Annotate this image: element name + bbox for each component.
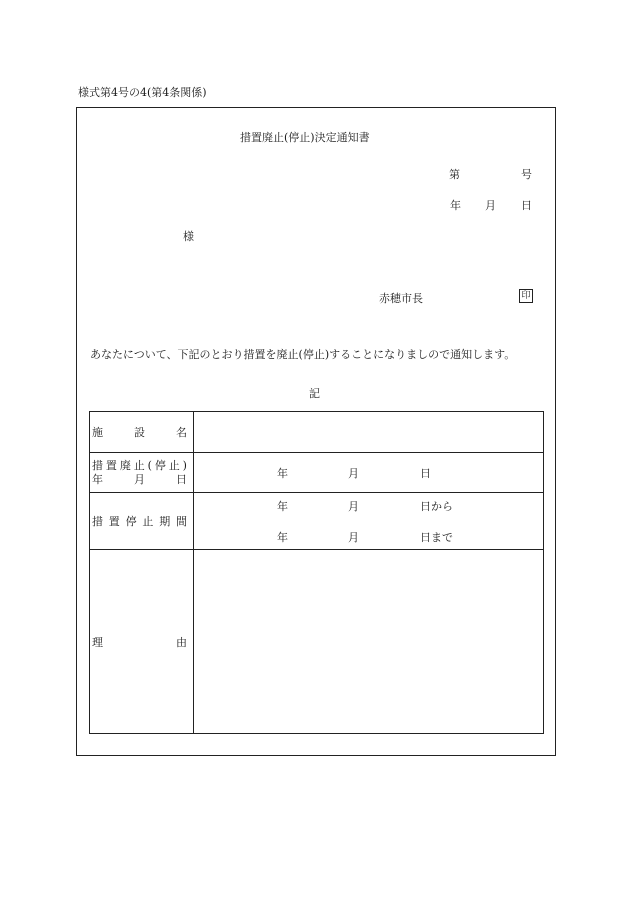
- reason-label-cell: [90, 550, 194, 734]
- abolish-label-char: 止: [133, 458, 145, 472]
- abolish-label-char: ): [182, 458, 187, 472]
- number-dai: 第: [449, 168, 460, 181]
- suspension-label-char: 措: [92, 515, 103, 528]
- notice-body: あなたについて、下記のとおり措置を廃止(停止)することになりましので通知します。: [90, 348, 516, 361]
- suspension-label-char: 止: [142, 515, 154, 528]
- abolish-label-char: 置: [105, 458, 117, 472]
- abolish-label-char: 年: [92, 472, 103, 486]
- facility-label-cell: [90, 412, 194, 453]
- abolish-date-value-cell[interactable]: [194, 453, 544, 493]
- document-title: 措置廃止(停止)決定通知書: [240, 131, 370, 144]
- abolish-year: 年: [277, 466, 288, 480]
- abolish-date-label-cell: [90, 453, 194, 493]
- facility-label-char: 名: [176, 426, 187, 439]
- suspension-label-char: 置: [108, 515, 120, 528]
- suspension-label-char: 間: [175, 515, 187, 528]
- table-row-suspension: [90, 493, 544, 550]
- number-go: 号: [521, 168, 532, 181]
- suspension-label-char: 期: [159, 515, 171, 528]
- period-end-month: 月: [348, 530, 359, 544]
- facility-label-char: 設: [134, 426, 145, 439]
- issuer-name: 赤穂市長: [379, 292, 423, 305]
- abolish-label-char: 措: [92, 458, 103, 472]
- period-end-year: 年: [277, 530, 288, 544]
- period-start-year: 年: [277, 499, 288, 513]
- table-row-reason: [90, 550, 544, 734]
- date-day: 日: [521, 199, 532, 212]
- addressee-suffix: 様: [183, 230, 194, 243]
- seal-mark: 印: [519, 289, 533, 303]
- abolish-label-char: 止: [168, 458, 180, 472]
- reason-label-char: 理: [92, 635, 103, 649]
- facility-value-cell[interactable]: [194, 412, 544, 453]
- abolish-day: 日: [420, 466, 431, 480]
- facility-label-char: 施: [92, 426, 103, 439]
- abolish-label-char: 廃: [119, 458, 131, 472]
- period-start-day: 日から: [420, 499, 453, 513]
- date-month: 月: [485, 199, 496, 212]
- reason-label-char: 由: [176, 635, 187, 649]
- table-row-facility: [90, 412, 544, 453]
- suspension-label-cell: [90, 493, 194, 550]
- period-end-day: 日まで: [420, 530, 453, 544]
- abolish-month: 月: [348, 466, 359, 480]
- table-row-abolish-date: [90, 453, 544, 493]
- suspension-period-cell[interactable]: [194, 493, 544, 550]
- details-table: [89, 411, 544, 734]
- abolish-label-char: 月: [134, 472, 145, 486]
- reason-value-cell[interactable]: [194, 550, 544, 734]
- suspension-label-char: 停: [125, 515, 137, 528]
- date-year: 年: [450, 199, 461, 212]
- ki-heading: 記: [309, 387, 320, 400]
- abolish-label-char: 日: [176, 472, 187, 486]
- abolish-label-char: 停: [154, 458, 166, 472]
- form-reference: 様式第4号の4(第4条関係): [78, 86, 207, 99]
- abolish-label-char: (: [147, 458, 152, 472]
- period-start-month: 月: [348, 499, 359, 513]
